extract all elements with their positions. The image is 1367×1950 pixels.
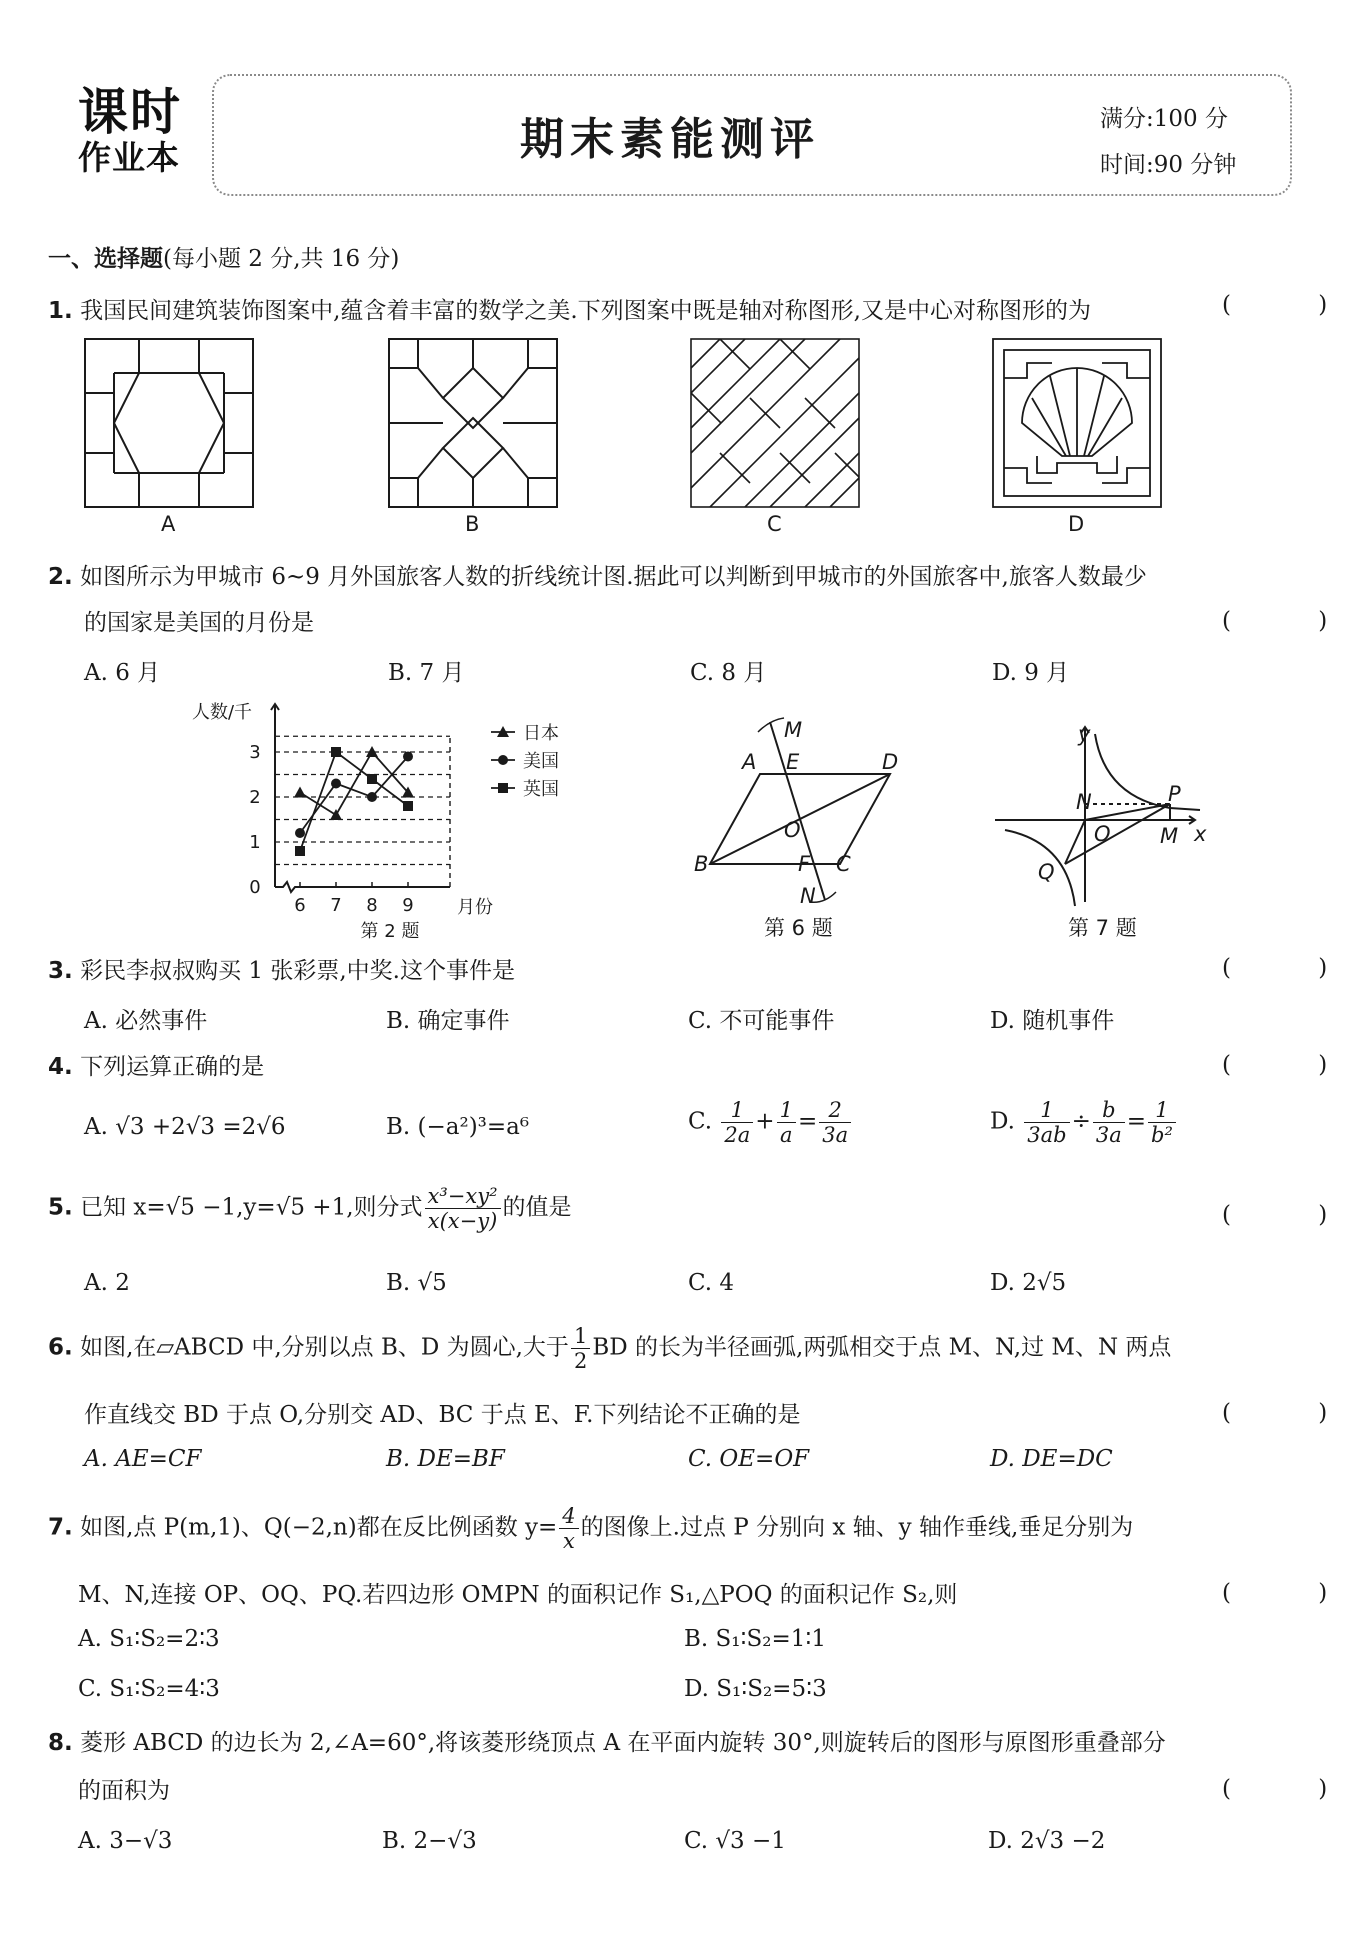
question-number: 3. <box>48 958 73 984</box>
pattern-d <box>992 338 1162 508</box>
question-text: 彩民李叔叔购买 1 张彩票,中奖.这个事件是 <box>80 958 515 984</box>
question-number: 4. <box>48 1054 73 1080</box>
label-m: M <box>1160 824 1179 848</box>
question-number: 8. <box>48 1730 73 1756</box>
question-text-pre: 已知 x=√5 −1,y=√5 +1,则分式 <box>80 1194 423 1221</box>
option-d: D. 随机事件 <box>990 1008 1115 1034</box>
option-c: C. 不可能事件 <box>688 1008 835 1034</box>
y-tick-label: 0 <box>249 877 261 898</box>
option-label-a: A <box>161 512 176 536</box>
option-a: A. 2 <box>84 1270 130 1296</box>
logo <box>78 85 193 177</box>
question-text: 我国民间建筑装饰图案中,蕴含着丰富的数学之美.下列图案中既是轴对称图形,又是中心对称图形的为 <box>80 298 1091 324</box>
label-c: C <box>836 852 851 876</box>
fraction: $\frac{2}{3a}$ <box>819 1098 851 1147</box>
label-e: E <box>786 750 800 774</box>
section-note: (每小题 2 分,共 16 分) <box>163 246 400 272</box>
question-text-line2: M、N,连接 OP、OQ、PQ.若四边形 OMPN 的面积记作 S₁,△POQ 的面积记作 S₂,则 <box>78 1582 958 1608</box>
question-2 <box>48 558 1147 591</box>
option-d: D. 2√3 −2 <box>988 1828 1106 1854</box>
option-a: A. AE=CF <box>84 1446 202 1472</box>
option-d: D. DE=DC <box>990 1446 1113 1472</box>
label-a: A <box>742 750 757 774</box>
option-b: B. (−a²)³=a⁶ <box>386 1114 530 1140</box>
question-number: 2. <box>48 564 73 590</box>
label-f: F <box>798 852 811 876</box>
x-axis <box>275 882 450 892</box>
option-c: C. 8 月 <box>690 660 767 686</box>
question-number: 1. <box>48 298 73 324</box>
question-text-line1-pre: 如图,点 P(m,1)、Q(−2,n)都在反比例函数 y= <box>80 1514 558 1541</box>
y-tick-label: 2 <box>249 787 261 808</box>
option-a: A. 必然事件 <box>84 1008 208 1034</box>
option-b: B. S₁∶S₂=1∶1 <box>684 1626 826 1652</box>
question-text-line2: 作直线交 BD 于点 O,分别交 AD、BC 于点 E、F.下列结论不正确的是 <box>84 1402 801 1428</box>
question-3 <box>48 952 515 985</box>
fraction: $\frac{1}{2}$ <box>571 1324 590 1373</box>
option-b: B. 2−√3 <box>382 1828 477 1854</box>
data-point <box>367 792 377 802</box>
answer-blank: ( ) <box>1222 1052 1367 1078</box>
data-point <box>295 828 305 838</box>
option-a: A. √3 +2√3 =2√6 <box>84 1114 286 1140</box>
answer-blank: ( ) <box>1222 292 1367 318</box>
question-6 <box>48 1324 1171 1373</box>
fraction-numerator: x³−xy² <box>425 1184 501 1209</box>
question-5 <box>48 1184 572 1233</box>
option-c: C. 4 <box>688 1270 735 1296</box>
answer-blank: ( ) <box>1222 1400 1367 1426</box>
pattern-a <box>84 338 254 508</box>
question-1 <box>48 292 1091 325</box>
label-y: y <box>1078 722 1091 746</box>
x-tick-label: 7 <box>330 895 342 916</box>
question-8 <box>48 1724 1166 1757</box>
option-d: D. $\frac{1}{3ab}$ ÷ $\frac{b}{3a}$ = $\frac{1}{\text{b²}}$ <box>990 1098 1178 1147</box>
label-x: x <box>1194 822 1207 846</box>
label-d: D <box>882 750 899 774</box>
x-tick-label: 8 <box>366 895 378 916</box>
question-number: 5. <box>48 1194 73 1221</box>
data-point <box>331 747 341 757</box>
legend-marker <box>498 755 508 765</box>
pattern-c <box>690 338 860 508</box>
option-c: C. OE=OF <box>688 1446 810 1472</box>
label-m: M <box>784 718 803 742</box>
fraction: $\frac{1}{2a}$ <box>721 1098 753 1147</box>
question-text-line1-pre: 如图,在▱ABCD 中,分别以点 B、D 为圆心,大于 <box>80 1334 569 1361</box>
logo-line1: 课时 <box>78 83 182 141</box>
option-d: D. 9 月 <box>992 660 1070 686</box>
section-label: 一、选择题 <box>48 246 163 272</box>
label-p: P <box>1168 782 1181 806</box>
section-heading <box>48 240 399 273</box>
data-point <box>295 846 305 856</box>
question-number: 6. <box>48 1334 73 1361</box>
option-label-c: C <box>767 512 782 536</box>
option-c: C. S₁∶S₂=4∶3 <box>78 1676 220 1702</box>
fraction: $\frac{1}{\text{b²}}$ <box>1148 1098 1176 1147</box>
question-text-line1: 如图所示为甲城市 6~9 月外国旅客人数的折线统计图.据此可以判断到甲城市的外国旅客中,旅客人数最少 <box>80 564 1147 590</box>
option-d: D. 2√5 <box>990 1270 1067 1296</box>
chart-caption: 第 2 题 <box>360 921 420 942</box>
legend-label: 日本 <box>523 723 559 744</box>
option-b: B. √5 <box>386 1270 447 1296</box>
line-chart <box>160 692 620 942</box>
option-a: A. S₁∶S₂=2∶3 <box>78 1626 220 1652</box>
y-tick-label: 1 <box>249 832 261 853</box>
legend-marker <box>498 783 508 793</box>
fraction: $\frac{1}{a}$ <box>777 1098 796 1147</box>
time-limit: 时间:90 分钟 <box>1100 152 1237 178</box>
data-point <box>330 809 342 820</box>
question-text-post: 的值是 <box>502 1194 572 1221</box>
label-o: O <box>1094 822 1111 846</box>
legend-label: 美国 <box>523 751 559 772</box>
label-o: O <box>784 818 801 842</box>
full-score: 满分:100 分 <box>1100 106 1228 132</box>
question-text-line1: 菱形 ABCD 的边长为 2,∠A=60°,将该菱形绕顶点 A 在平面内旋转 30°,则旋转后的图形与原图形重叠部分 <box>80 1730 1166 1756</box>
question-4 <box>48 1048 264 1081</box>
series-line-2 <box>300 752 408 851</box>
legend-label: 英国 <box>523 779 559 800</box>
figure-7-hyperbola <box>995 722 1225 907</box>
data-point <box>331 779 341 789</box>
data-point <box>294 787 306 798</box>
option-label-b: B <box>465 512 480 536</box>
option-a: A. 6 月 <box>84 660 161 686</box>
label-q: Q <box>1038 860 1055 884</box>
data-point <box>403 801 413 811</box>
label-n: N <box>800 884 816 908</box>
x-tick-label: 9 <box>402 895 414 916</box>
figure-7-caption: 第 7 题 <box>1068 916 1137 940</box>
answer-blank: ( ) <box>1222 608 1367 634</box>
logo-line2: 作业本 <box>78 138 180 177</box>
fraction <box>425 1184 501 1233</box>
figure-6-caption: 第 6 题 <box>764 916 833 940</box>
fraction: $\frac{b}{3a}$ <box>1093 1098 1125 1147</box>
x-axis-title: 月份 <box>457 897 493 918</box>
fraction: $\frac{4}{x}$ <box>559 1504 578 1553</box>
option-label-d: D <box>1068 512 1085 536</box>
figure-6-parallelogram <box>690 712 920 912</box>
question-text-line2: 的国家是美国的月份是 <box>84 610 314 636</box>
option-d-prefix: D. <box>990 1108 1015 1135</box>
data-point <box>367 774 377 784</box>
page-title: 期末素能测评 <box>520 114 820 165</box>
question-text-line1-post: 的图像上.过点 P 分别向 x 轴、y 轴作垂线,垂足分别为 <box>580 1514 1134 1541</box>
question-number: 7. <box>48 1514 73 1541</box>
option-b: B. 7 月 <box>388 660 465 686</box>
answer-blank: ( ) <box>1222 1202 1367 1228</box>
option-d: D. S₁∶S₂=5∶3 <box>684 1676 827 1702</box>
answer-blank: ( ) <box>1222 955 1367 981</box>
pattern-b <box>388 338 558 508</box>
y-axis-title: 人数/千 <box>191 702 253 723</box>
question-text: 下列运算正确的是 <box>80 1054 265 1080</box>
label-n: N <box>1076 790 1092 814</box>
question-text-line1-post: BD 的长为半径画弧,两弧相交于点 M、N,过 M、N 两点 <box>592 1334 1172 1361</box>
option-a: A. 3−√3 <box>78 1828 173 1854</box>
question-text-line2: 的面积为 <box>78 1778 170 1804</box>
answer-blank: ( ) <box>1222 1580 1367 1606</box>
fraction-denominator: x(x−y) <box>427 1209 498 1233</box>
option-c: C. $\frac{1}{2a}$ + $\frac{1}{a}$ = $\frac{2}{3a}$ <box>688 1098 853 1147</box>
y-tick-label: 3 <box>249 742 261 763</box>
option-b: B. DE=BF <box>386 1446 505 1472</box>
fraction: $\frac{1}{3ab}$ <box>1024 1098 1069 1147</box>
question-7 <box>48 1504 1133 1553</box>
option-c: C. √3 −1 <box>684 1828 786 1854</box>
data-point <box>403 752 413 762</box>
x-tick-label: 6 <box>294 895 306 916</box>
option-b: B. 确定事件 <box>386 1008 510 1034</box>
label-b: B <box>694 852 709 876</box>
option-c-prefix: C. <box>688 1108 713 1135</box>
answer-blank: ( ) <box>1222 1776 1367 1802</box>
